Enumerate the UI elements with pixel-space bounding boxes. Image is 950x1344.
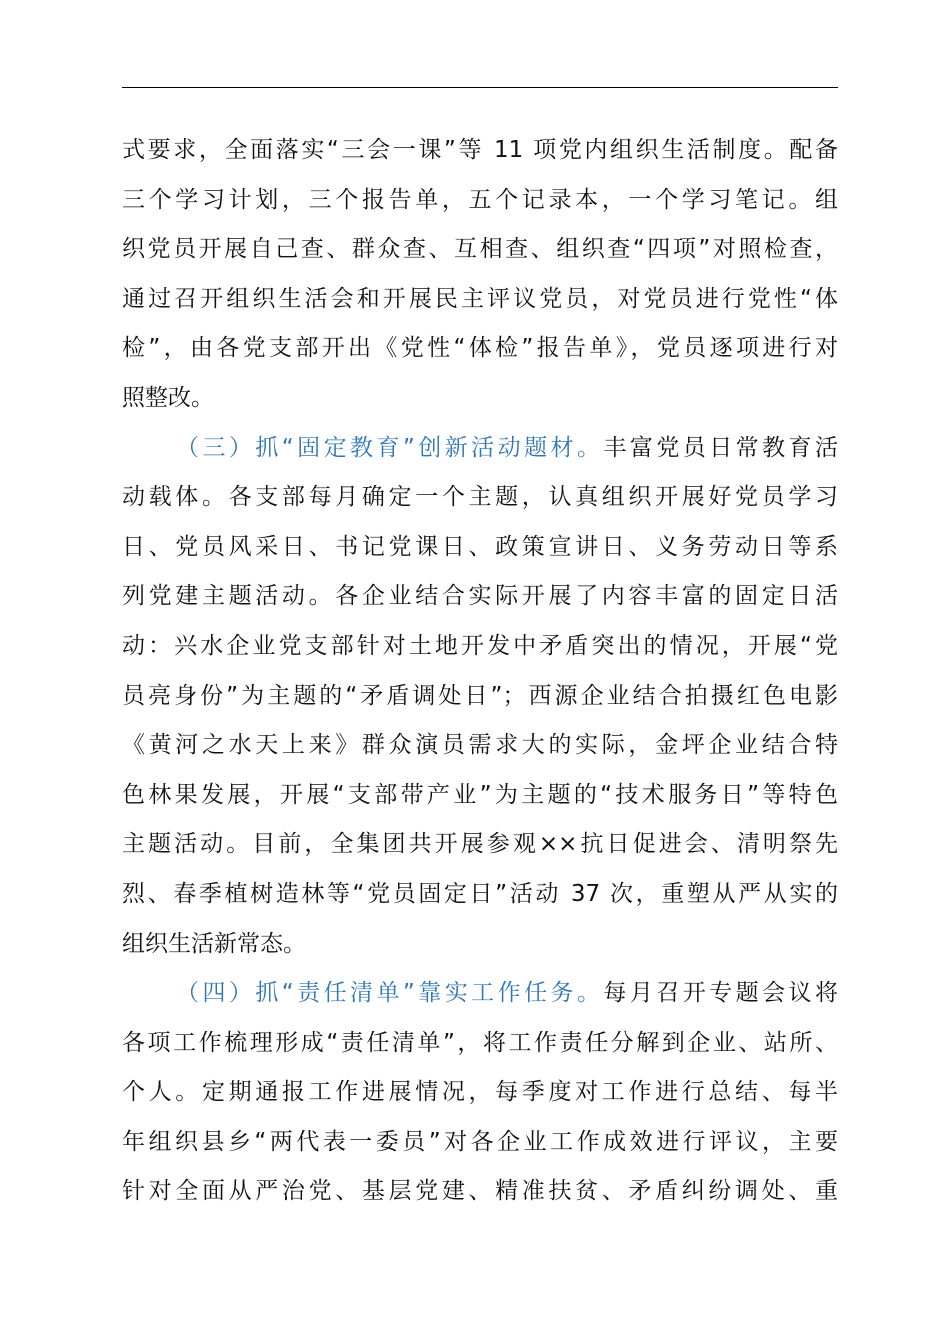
text-line: 主题活动。目前，全集团共开展参观××抗日促进会、清明祭先 xyxy=(122,831,838,858)
text-line: 照整改。 xyxy=(122,384,214,411)
header-rule xyxy=(122,87,838,88)
text-line: 通过召开组织生活会和开展民主评议党员，对党员进行党性“体 xyxy=(122,285,838,312)
text-line: 列党建主题活动。各企业结合实际开展了内容丰富的固定日活 xyxy=(122,583,838,610)
text-line: 组织生活新常态。 xyxy=(122,930,306,957)
text-line: 动：兴水企业党支部针对土地开发中矛盾突出的情况，开展“党 xyxy=(122,632,838,659)
document-body xyxy=(122,126,838,1217)
text-line: 个人。定期通报工作进展情况，每季度对工作进行总结、每半 xyxy=(122,1079,838,1106)
text-line: 员亮身份”为主题的“矛盾调处日”；西源企业结合拍摄红色电影 xyxy=(122,682,838,709)
text-run: 丰富党员日常教育活 xyxy=(603,434,838,461)
section-heading: （三）抓“固定教育”创新活动题材。 xyxy=(176,434,604,461)
paragraph-first-line xyxy=(122,424,838,474)
text-line: 针对全面从严治党、基层党建、精准扶贫、矛盾纠纷调处、重 xyxy=(122,1178,838,1205)
text-line: 年组织县乡“两代表一委员”对各企业工作成效进行评议，主要 xyxy=(122,1128,838,1155)
text-line: 式要求，全面落实“三会一课”等 11 项党内组织生活制度。配备 xyxy=(122,137,838,163)
text-line: 各项工作梳理形成“责任清单”，将工作责任分解到企业、站所、 xyxy=(122,1029,838,1056)
text-line: 色林果发展，开展“支部带产业”为主题的“技术服务日”等特色 xyxy=(122,781,838,808)
text-line: 三个学习计划，三个报告单，五个记录本，一个学习笔记。组 xyxy=(122,186,838,213)
text-line: 日、党员风采日、书记党课日、政策宣讲日、义务劳动日等系 xyxy=(122,533,838,560)
text-line: 烈、春季植树造林等“党员固定日”活动 37 次，重塑从严从实的 xyxy=(122,880,838,907)
text-line: 《黄河之水天上来》群众演员需求大的实际，金坪企业结合特 xyxy=(122,732,838,759)
paragraph-first-line xyxy=(122,969,838,1019)
text-run: 每月召开专题会议将 xyxy=(603,980,838,1007)
text-line: 织党员开展自己查、群众查、互相查、组织查“四项”对照检查， xyxy=(122,236,838,263)
section-heading: （四）抓“责任清单”靠实工作任务。 xyxy=(176,980,604,1007)
text-line: 动载体。各支部每月确定一个主题，认真组织开展好党员学习 xyxy=(122,484,838,511)
text-line: 检”，由各党支部开出《党性“体检”报告单》，党员逐项进行对 xyxy=(122,335,838,362)
